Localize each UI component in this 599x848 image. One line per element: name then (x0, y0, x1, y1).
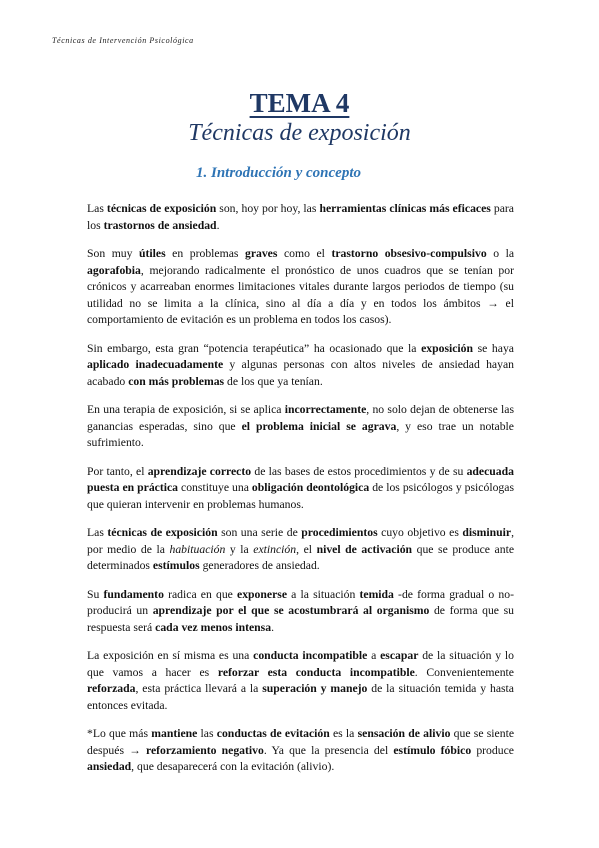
body-text (87, 201, 514, 788)
bold-text: exponerse (237, 587, 288, 601)
text-run: Por tanto, el (87, 464, 148, 478)
bold-text: incorrectamente (284, 403, 367, 416)
text-run: , esta práctica llevará a la (135, 682, 263, 695)
text-run: , y eso trae un notable sufrimiento. (87, 419, 514, 449)
bold-text: útiles (139, 247, 166, 260)
bold-text: adecuada puesta en práctica (87, 464, 514, 494)
text-run: y algunas personas con altos niveles de ansiedad hayan acabado (87, 358, 514, 388)
text-run: que se siente después → (87, 727, 515, 757)
italic-text: habituación (169, 542, 226, 556)
bold-text: conducta incompatible (253, 649, 368, 662)
text-run: las (197, 727, 217, 740)
text-run: produce (471, 743, 514, 757)
paragraph (87, 587, 514, 637)
bold-text: técnicas de exposición (106, 202, 217, 215)
text-run: para los (87, 202, 514, 232)
bold-text: exposición (421, 341, 474, 355)
paragraph (87, 402, 514, 452)
bold-text: herramientas clínicas más eficaces (319, 202, 491, 215)
bold-text: superación y manejo (262, 682, 368, 695)
text-run: de los psicólogos y psicólogas que quieran intervenir en problemas humanos. (87, 481, 514, 511)
text-run: Las (87, 202, 107, 215)
paragraph (87, 648, 514, 714)
bold-text: fundamento (103, 587, 164, 601)
paragraph (87, 201, 514, 234)
bold-text: reforzada (87, 682, 136, 695)
text-run: , no solo dejan de obtenerse las ganancias esperadas, sino que (87, 403, 515, 433)
text-run: Su (87, 587, 104, 601)
text-run: , el (296, 542, 317, 556)
text-run: a la situación (287, 587, 360, 601)
text-run: , mejorando radicalmente el pronóstico de unos cuadros que se tenían por crónicos y acarreaban enormes limitaciones vitales durante largos periodos de tiempo (su utilidad no se limita a la clínica, sino al día a día y en todos los ámbitos → el comportamiento de evitación es un problema en todos los casos). (87, 263, 514, 326)
text-run: *Lo que más (87, 727, 152, 740)
text-run: constituye una (178, 481, 252, 494)
text-run: . (271, 620, 274, 634)
text-run: cuyo objetivo es (377, 526, 463, 539)
italic-text: extinción (253, 542, 297, 556)
paragraph (87, 246, 514, 329)
bold-text: conductas de evitación (216, 727, 330, 740)
bold-text: procedimientos (301, 526, 378, 539)
text-run: , que desaparecerá con la evitación (alivio). (131, 760, 335, 773)
bold-text: graves (244, 247, 278, 260)
page-title-text: TEMA 4 (249, 88, 350, 118)
bold-text: sensación de alivio (357, 727, 451, 740)
text-run: y la (225, 542, 254, 556)
bold-text: nivel de activación (316, 542, 413, 556)
bold-text: mantiene (151, 727, 198, 740)
bold-text: disminuir (462, 526, 512, 539)
bold-text: reforzar esta conducta incompatible (217, 665, 415, 679)
paragraph (87, 341, 514, 391)
bold-text: aprendizaje correcto (147, 464, 252, 478)
text-run: a (367, 649, 381, 662)
bold-text: trastorno obsesivo-compulsivo (331, 247, 487, 260)
bold-text: escapar (380, 649, 419, 662)
text-run: de los que ya tenían. (224, 374, 323, 388)
text-run: de las bases de estos procedimientos y de su (251, 464, 467, 478)
paragraph (87, 464, 514, 514)
text-run: son, hoy por hoy, las (216, 202, 320, 215)
text-run: es la (329, 727, 358, 740)
bold-text: obligación deontológica (251, 481, 370, 494)
bold-text: agorafobia (87, 263, 141, 277)
text-run: son una serie de (217, 526, 302, 539)
bold-text: técnicas de exposición (107, 526, 218, 539)
text-run: radica en que (163, 587, 238, 601)
text-run: Las (87, 526, 108, 539)
text-run: en problemas (165, 247, 245, 260)
text-run: , por medio de la (87, 526, 515, 556)
bold-text: aplicado inadecuadamente (87, 358, 224, 371)
text-run: que se produce ante determinados (87, 542, 515, 572)
text-run: se haya (473, 341, 514, 355)
page-title (0, 88, 599, 119)
bold-text: con más problemas (128, 374, 225, 388)
text-run: generadores de ansiedad. (199, 559, 320, 572)
bold-text: cada vez menos intensa (155, 620, 272, 634)
text-run: de forma que su respuesta será (87, 604, 515, 634)
text-run: . Ya que la presencia del (263, 743, 394, 757)
bold-text: estímulos (152, 559, 200, 572)
text-run: Sin embargo, esta gran “potencia terapéutica” ha ocasionado que la (87, 341, 422, 355)
bold-text: ansiedad (87, 760, 132, 773)
running-header: Técnicas de Intervención Psicológica (52, 36, 194, 45)
text-run: como el (277, 247, 332, 260)
bold-text: temida (359, 587, 394, 601)
bold-text: trastornos de ansiedad (103, 218, 217, 232)
text-run: -de forma gradual o no- producirá un (87, 587, 514, 617)
paragraph (87, 525, 514, 575)
bold-text: el problema inicial se agrava (241, 419, 397, 433)
bold-text: estímulo fóbico (393, 743, 472, 757)
text-run: . (216, 218, 220, 232)
text-run: de la situación y lo que vamos a hacer es (87, 649, 514, 679)
text-run: En una terapia de exposición, si se aplica (87, 403, 285, 416)
bold-text: reforzamiento negativo (145, 743, 264, 757)
paragraph (87, 726, 514, 776)
text-run: o la (486, 247, 515, 260)
page-subtitle: Técnicas de exposición (188, 120, 411, 146)
bold-text: aprendizaje por el que se acostumbrará al organismo (152, 604, 430, 617)
text-run: . Convenientemente (414, 665, 514, 679)
section-heading: 1. Introducción y concepto (196, 165, 361, 181)
text-run: La exposición en sí misma es una (87, 649, 254, 662)
text-run: Son muy (87, 247, 140, 260)
text-run: de la situación temida y hasta entonces evitada. (87, 682, 514, 712)
